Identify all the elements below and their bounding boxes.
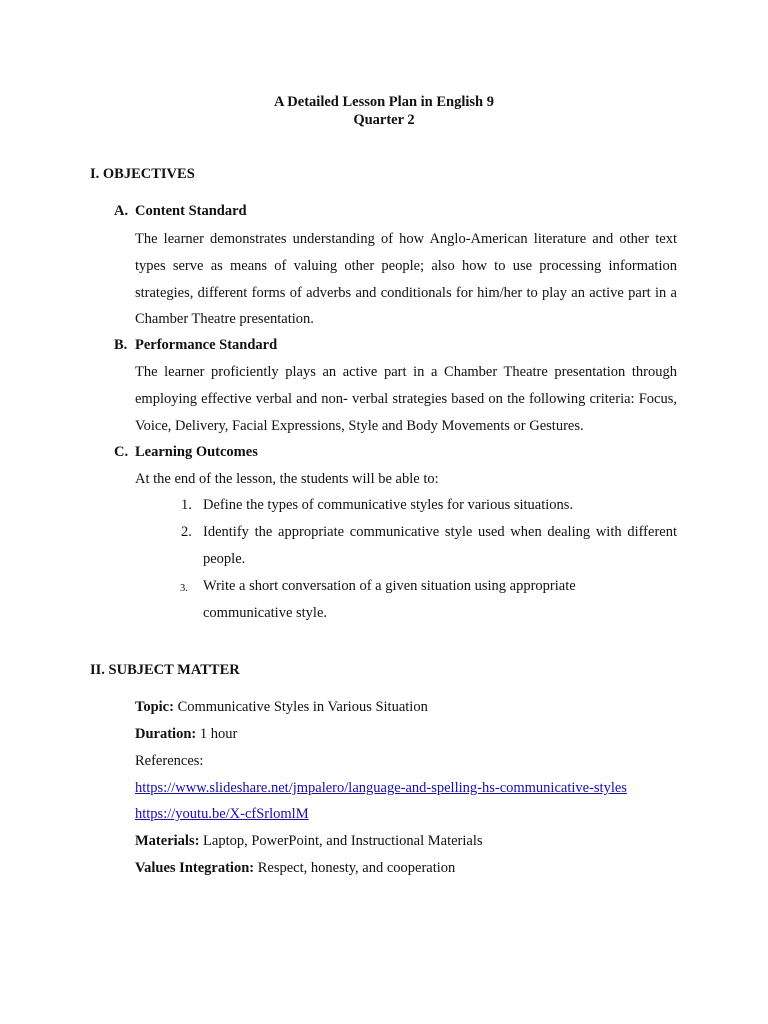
topic-label: Topic: <box>135 699 174 715</box>
outcome-item: Write a short conversation of a given situation using appropriate communicative style. <box>203 578 576 621</box>
learning-outcomes-label: Learning Outcomes <box>135 444 258 460</box>
materials-label: Materials: <box>135 833 200 849</box>
content-standard-letter: A. <box>114 203 129 219</box>
values-integration-label: Values Integration: <box>135 860 255 876</box>
outcome-item: Identify the appropriate communicative style used when dealing with different people. <box>203 524 677 567</box>
content-standard-text: The learner demonstrates understanding of how Anglo-American literature and other text types serve as means of valuing other people; also how to use processing information strategies, different forms of adverbs and conditionals for him/her to play an active part in a Chamber Theatre presentation. <box>135 231 677 328</box>
topic-value: Communicative Styles in Various Situation <box>177 699 428 715</box>
duration-label: Duration: <box>135 726 197 742</box>
performance-standard-letter: B. <box>114 337 128 353</box>
performance-standard-label: Performance Standard <box>135 337 278 353</box>
outcome-number: 2. <box>181 524 192 540</box>
values-integration-line <box>135 860 455 877</box>
duration-line <box>135 726 237 743</box>
reference-link-slideshare[interactable]: https://www.slideshare.net/jmpalero/language-and-spelling-hs-communicative-styles <box>135 780 627 796</box>
document-title: A Detailed Lesson Plan in English 9 <box>274 94 494 110</box>
content-standard-label: Content Standard <box>135 203 247 219</box>
learning-outcomes-letter: C. <box>114 444 129 460</box>
outcome-item: Define the types of communicative styles for various situations. <box>203 497 574 513</box>
reference-link-youtube[interactable]: https://youtu.be/X-cfSrlomlM <box>135 806 309 822</box>
performance-standard-text: The learner proficiently plays an active part in a Chamber Theatre presentation through employing effective verbal and non- verbal strategies based on the following criteria: Focus, Voice, Delivery, Facial Expressions, Style and Body Movements or Gestures. <box>135 364 677 434</box>
outcome-number: 3. <box>180 583 188 594</box>
references-label: References: <box>135 753 204 769</box>
topic-line <box>135 699 428 716</box>
materials-line <box>135 833 483 850</box>
values-integration-value: Respect, honesty, and cooperation <box>257 860 456 876</box>
learning-outcomes-intro: At the end of the lesson, the students will be able to: <box>135 471 439 487</box>
materials-value: Laptop, PowerPoint, and Instructional Materials <box>203 833 483 849</box>
subject-matter-heading: II. SUBJECT MATTER <box>90 662 240 678</box>
duration-value: 1 hour <box>199 726 238 742</box>
objectives-heading: I. OBJECTIVES <box>90 166 195 182</box>
document-subtitle: Quarter 2 <box>353 112 415 128</box>
outcome-number: 1. <box>181 497 192 513</box>
